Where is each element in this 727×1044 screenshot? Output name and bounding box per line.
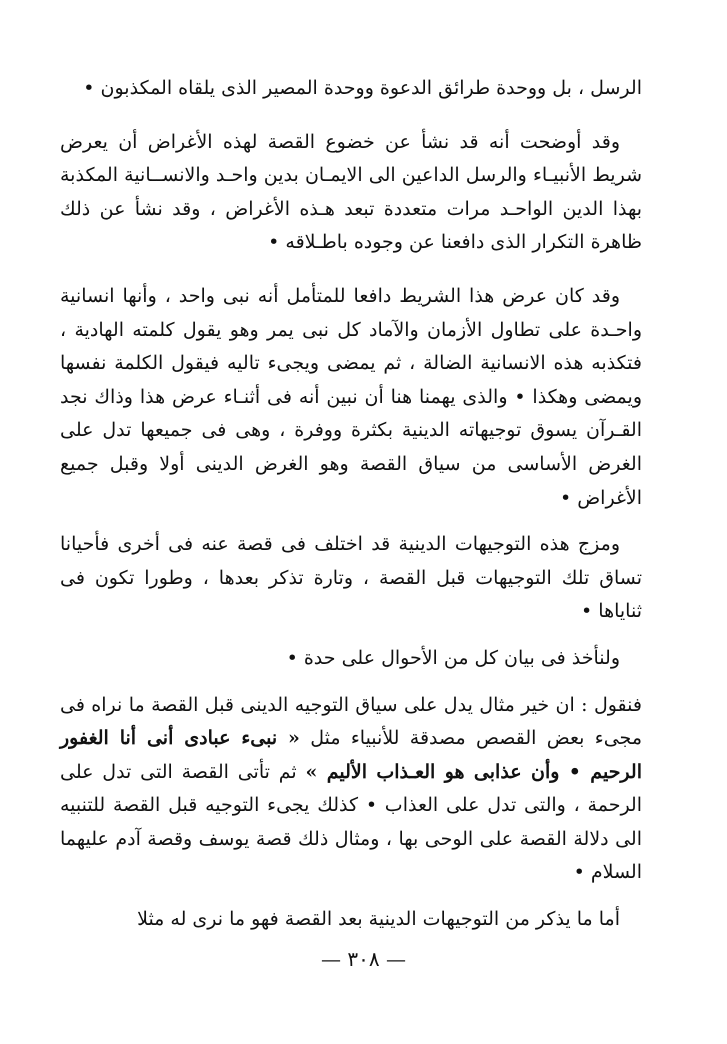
paragraph-7 — [60, 903, 642, 937]
paragraph-2-text: وقد أوضحت أنه قد نشأ عن خضوع القصة لهذه الأغراض أن يعرض شريط الأنبيـاء والرسل الداعين الى الايمـان بدين واحـد والانســانية المكذبة بهذا الدين الواحـد مرات متعددة تبعد هـذه الأغراض ، وقد نشأ عن ذلك ظاهرة التكرار الذى دافعنا عن وجوده باطـلاقه • — [60, 130, 642, 254]
paragraph-6 — [60, 689, 642, 891]
paragraph-3-text: وقد كان عرض هذا الشريط دافعا للمتأمل أنه نبى واحد ، وأنها انسانية واحـدة على تطاول الأزمان والآماد كل نبى يمر وهو يقول كلمته الهادية ، فتكذبه هذه الانسانية الضالة ، ثم يمضى ويجىء تاليه فيقول الكلمة نفسها ويمضى وهكذا • والذى يهمنا هنا أن نبين أنه فى أثنـاء عرض هذا وذاك نجد القـرآن يسوق توجيهاته الدينية بكثرة ووفرة ، وهى فى جميعها تدل على الغرض الأساسى من سياق القصة وهو الغرض الدينى أولا وقبل جميع الأغراض • — [60, 284, 642, 509]
paragraph-3 — [60, 280, 642, 515]
quran-quote: « نبىء عبادى أنى أنا الغفور الرحيم • وأن عذابى هو العـذاب الأليم » — [60, 727, 642, 783]
body-text — [60, 72, 642, 937]
paragraph-5 — [60, 642, 642, 676]
paragraph-6-text-a: فنقول : ان خير مثال يدل على سياق التوجيه الدينى قبل القصة ما نراه فى مجىء بعض القصص مصدقة للأنبياء مثل — [60, 693, 642, 750]
paragraph-5-text: ولنأخذ فى بيان كل من الأحوال على حدة • — [286, 646, 620, 669]
paragraph-4-text: ومزج هذه التوجيهات الدينية قد اختلف فى قصة عنه فى أخرى فأحيانا تساق تلك التوجيهات قبل القصة ، وتارة تذكر بعدها ، وطورا تكون فى ثناياها • — [60, 533, 642, 623]
page-number: — ٣٠٨ — — [321, 947, 406, 971]
paragraph-6-text-b: ثم تأتى القصة التى تدل على الرحمة ، والتى تدل على العذاب • كذلك يجىء التوجيه قبل القصة للتنبيه الى دلالة القصة على الوحى بها ، ومثال ذلك قصة يوسف وقصة آدم عليهما السلام • — [60, 760, 642, 884]
paragraph-7-text: أما ما يذكر من التوجيهات الدينية بعد القصة فهو ما نرى له مثلا — [137, 908, 620, 931]
paragraph-4 — [60, 528, 642, 629]
paragraph-1 — [60, 72, 642, 106]
paragraph-1-text: الرسل ، بل ووحدة طرائق الدعوة ووحدة المصير الذى يلقاه المكذبون • — [83, 77, 642, 99]
paragraph-2 — [60, 126, 642, 260]
